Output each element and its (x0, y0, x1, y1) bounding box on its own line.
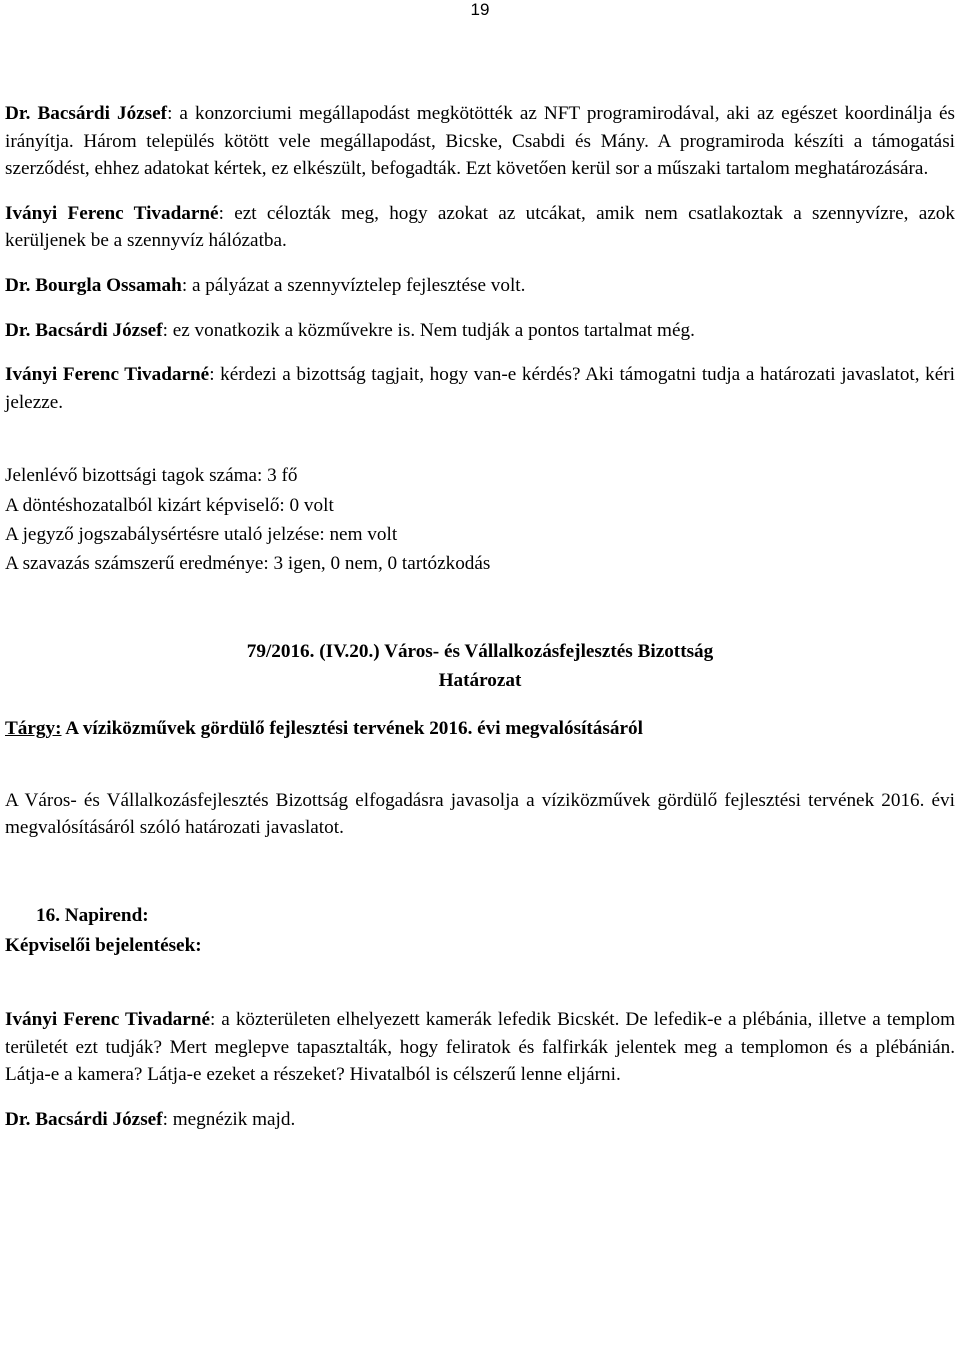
agenda-item (5, 901, 955, 960)
paragraph (5, 272, 955, 300)
paragraph-text: : a konzorciumi megállapodást megkötötték az NFT programirodával, aki az egészet koordinálja és irányítja. Három település kötött vele megállapodást, Bicske, Csabdi és Mány. A programiroda készíti a támogatási szerződést, ehhez adatokat kértek, ez elkészült, befogadták. Ezt követően kerül sor a műszaki tartalom meghatározására. (5, 103, 955, 180)
speaker-name: Iványi Ferenc Tivadarné (5, 364, 210, 386)
subject-text: A víziközművek gördülő fejlesztési tervének 2016. évi megvalósításáról (61, 717, 643, 739)
speaker-name: Dr. Bacsárdi József (5, 1108, 163, 1130)
vote-summary (5, 461, 955, 578)
speaker-name: Dr. Bacsárdi József (5, 103, 168, 124)
subject-label: Tárgy: (5, 717, 62, 739)
speaker-name: Dr. Bacsárdi József (5, 319, 163, 341)
paragraph-text: : a közterületen elhelyezett kamerák lefedik Bicskét. De lefedik-e a plébánia, illetve a templom területét ezt tudják? Mert meglepve tapasztalták, hogy feliratok és falfirkák jelentek meg a templomon és a plébánián. Látja-e a kamera? Látja-e ezeket a részeket? Hivatalból is célszerű lenne eljárni. (5, 1009, 955, 1086)
vote-excluded: A döntéshozatalból kizárt képviselő: 0 volt (5, 494, 334, 516)
paragraph-text: : kérdezi a bizottság tagjait, hogy van-e kérdés? Aki támogatni tudja a határozati javaslatot, kéri jelezze. (5, 364, 956, 413)
paragraph (5, 317, 955, 345)
page-number: 19 (470, 0, 490, 19)
document-body (5, 100, 955, 1133)
paragraph (5, 100, 955, 183)
paragraph-text: : megnézik majd. (162, 1108, 296, 1130)
resolution-header (5, 637, 955, 696)
vote-notary-signal: A jegyző jogszabálysértésre utaló jelzése: nem volt (5, 523, 398, 545)
paragraph-text: : ezt célozták meg, hogy azokat az utcákat, amik nem csatlakoztak a szennyvízre, azok kerüljenek be a szennyvíz hálózatba. (5, 202, 955, 252)
resolution-number: 79/2016. (IV.20.) Város- és Vállalkozásfejlesztés Bizottság (246, 640, 714, 662)
resolution-body: A Város- és Vállalkozásfejlesztés Bizottság elfogadásra javasolja a víziközművek gördülő fejlesztési tervének 2016. évi megvalósításáról szóló határozati javaslatot. (5, 789, 955, 839)
resolution-subject (5, 715, 955, 743)
agenda-number: 16. Napirend: (36, 904, 149, 926)
speaker-name: Iványi Ferenc Tivadarné (5, 202, 219, 224)
paragraph (5, 1006, 955, 1089)
resolution-title: Határozat (438, 670, 522, 692)
speaker-name: Iványi Ferenc Tivadarné (5, 1009, 210, 1031)
agenda-title: Képviselői bejelentések: (5, 934, 202, 956)
vote-present-members: Jelenlévő bizottsági tagok száma: 3 fő (5, 465, 298, 487)
speaker-name: Dr. Bourgla Ossamah (5, 274, 182, 296)
paragraph-text: : ez vonatkozik a közművekre is. Nem tudják a pontos tartalmat még. (162, 319, 695, 341)
paragraph (5, 200, 955, 255)
paragraph (5, 361, 955, 416)
paragraph-text: : a pályázat a szennyvíztelep fejlesztése volt. (181, 274, 526, 296)
paragraph (5, 1106, 955, 1134)
vote-result: A szavazás számszerű eredménye: 3 igen, 0 nem, 0 tartózkodás (5, 553, 491, 575)
